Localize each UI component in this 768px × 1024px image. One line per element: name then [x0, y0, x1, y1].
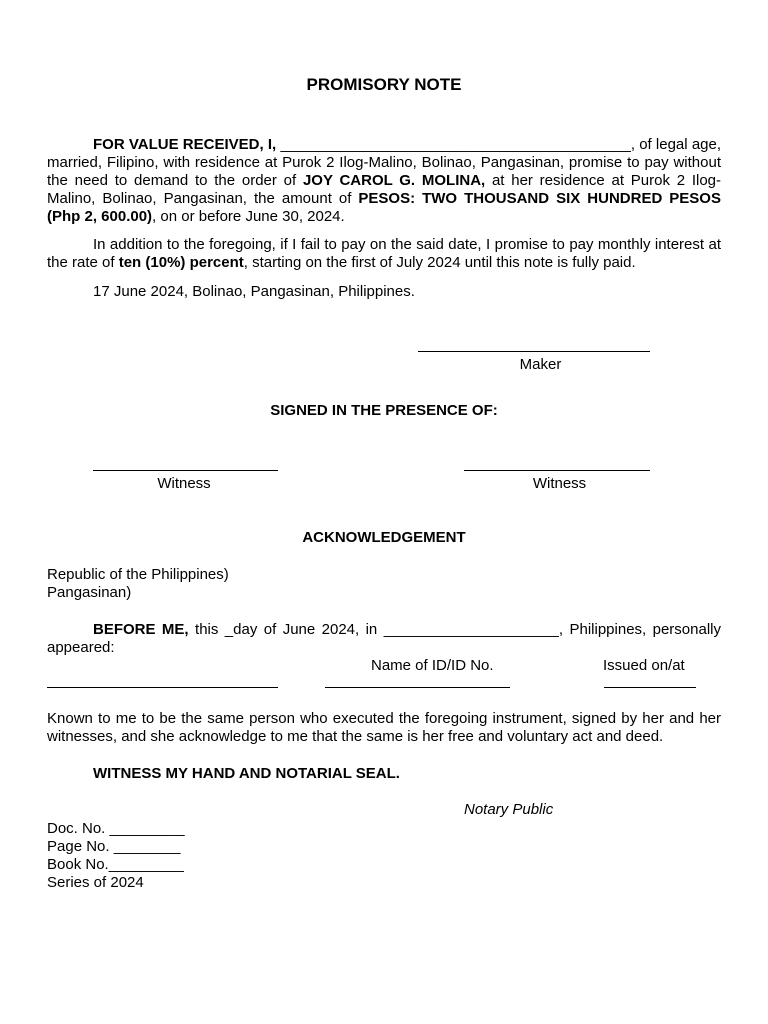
issued-line	[604, 687, 696, 688]
interest-rate: ten (10%) percent	[118, 254, 244, 271]
series-year: Series of 2024	[47, 874, 144, 891]
interest-paragraph	[47, 236, 721, 272]
notary-public-label: Notary Public	[464, 801, 554, 818]
promise-paragraph	[47, 136, 721, 226]
appearer-name-line	[47, 687, 278, 688]
id-number-line	[325, 687, 510, 688]
maker-label: Maker	[519, 356, 562, 373]
witness-left-label: Witness	[157, 475, 211, 492]
known-paragraph: Known to me to be the same person who executed the foregoing instrument, signed by her and her witnesses, and she acknowledge to me that the same is her free and voluntary act and deed.	[47, 710, 721, 745]
witness-right-signature-line	[464, 470, 650, 471]
maker-name-blank: __________________________________________,	[280, 136, 635, 153]
book-number: Book No._________	[47, 856, 184, 873]
venue-province: Pangasinan)	[47, 584, 132, 601]
acknowledgement-heading: ACKNOWLEDGEMENT	[302, 529, 466, 546]
presence-heading: SIGNED IN THE PRESENCE OF:	[270, 402, 498, 419]
before-me-text: this _day of June 2024, in _____________________, Philippines, personally appeared:	[47, 621, 721, 656]
witness-right-label: Witness	[532, 475, 587, 492]
id-label: Name of ID/ID No.	[371, 657, 494, 674]
promise-text-3: , on or before June 30, 2024.	[152, 208, 345, 225]
loan-amount: PESOS: TWO THOUSAND SIX HUNDRED PESOS (Php 2, 600.00)	[47, 190, 721, 225]
document-title: PROMISORY NOTE	[306, 75, 462, 94]
payee-name: JOY CAROL G. MOLINA,	[302, 172, 486, 189]
value-received-lead: FOR VALUE RECEIVED, I,	[93, 136, 277, 153]
before-me-paragraph	[47, 621, 721, 657]
page-number: Page No. ________	[47, 838, 181, 855]
promise-text-2: at her residence at Purok 2 Ilog-Malino, Bolinao, Pangasinan, the amount of	[47, 172, 721, 207]
witness-hand-heading: WITNESS MY HAND AND NOTARIAL SEAL.	[93, 765, 400, 782]
venue-country: Republic of the Philippines)	[47, 566, 229, 583]
doc-number: Doc. No. _________	[47, 820, 185, 837]
promise-text-1: of legal age, married, Filipino, with residence at Purok 2 Ilog-Malino, Bolinao, Pangasinan, promise to pay without the need to demand to the order of	[47, 136, 722, 189]
witness-left-signature-line	[93, 470, 278, 471]
interest-text-1: In addition to the foregoing, if I fail to pay on the said date, I promise to pay monthly interest at the rate of	[47, 236, 721, 271]
date-place: 17 June 2024, Bolinao, Pangasinan, Philippines.	[93, 283, 415, 300]
interest-text-2: , starting on the first of July 2024 until this note is fully paid.	[243, 254, 636, 271]
issued-label: Issued on/at	[603, 657, 685, 674]
before-me-lead: BEFORE ME,	[93, 621, 189, 638]
maker-signature-line	[418, 351, 650, 352]
